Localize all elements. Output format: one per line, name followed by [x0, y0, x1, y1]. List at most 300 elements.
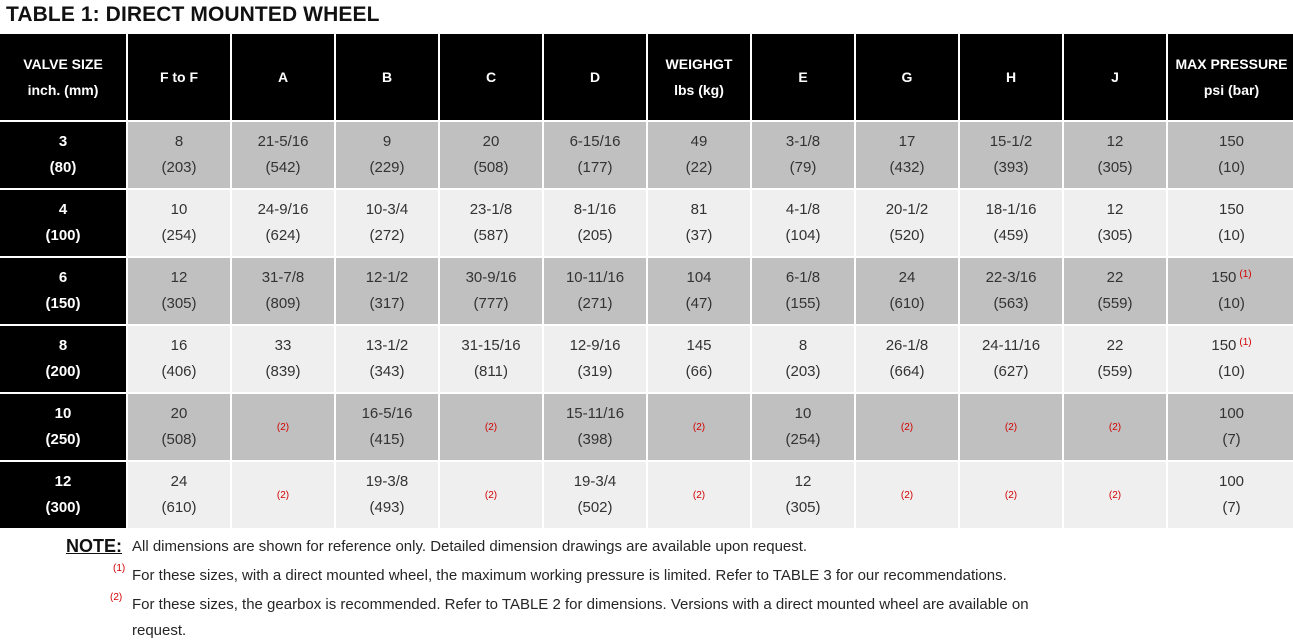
footnote-reference: (2)	[276, 422, 290, 433]
value-metric: (254)	[785, 431, 821, 448]
table-cell	[336, 190, 438, 256]
value-metric: (203)	[161, 159, 197, 176]
value-inch-text: 18-1/16	[985, 201, 1037, 218]
valve-size-inch: 10	[54, 405, 72, 422]
value-inch-text: 30-9/16	[465, 269, 517, 286]
table-cell	[440, 326, 542, 392]
value-metric: (317)	[369, 295, 405, 312]
value-inch-text: 17	[898, 133, 916, 150]
value-metric: (559)	[1097, 363, 1133, 380]
column-header	[232, 34, 334, 120]
value-inch-text: 15-1/2	[989, 133, 1033, 150]
table-cell	[648, 122, 750, 188]
column-header	[128, 34, 230, 120]
value-metric: (563)	[993, 295, 1029, 312]
value-inch-text: 12	[1106, 133, 1124, 150]
value-inch-text: 10	[170, 201, 188, 218]
valve-size-inch: 12	[54, 473, 72, 490]
table-cell	[128, 190, 230, 256]
column-header-label: WEIGHGT	[665, 56, 733, 72]
value-inch	[648, 265, 750, 291]
valve-size-cell	[0, 394, 126, 460]
value-inch	[960, 333, 1062, 359]
table-cell	[1064, 122, 1166, 188]
value-inch	[128, 129, 230, 155]
column-header-label: H	[1005, 69, 1017, 85]
value-inch-text: 150	[1218, 133, 1245, 150]
value-metric: (155)	[785, 295, 821, 312]
valve-size-mm: (300)	[45, 499, 81, 516]
table-cell	[1064, 326, 1166, 392]
value-inch	[960, 129, 1062, 155]
value-inch	[856, 333, 958, 359]
footnote-reference: (2)	[1108, 422, 1122, 433]
table-cell	[752, 258, 854, 324]
column-header-label: A	[277, 69, 289, 85]
footnote-reference: (2)	[484, 490, 498, 501]
value-inch	[1168, 469, 1293, 495]
table-row	[0, 326, 1293, 392]
value-metric: (10)	[1218, 363, 1245, 380]
value-inch-text: 49	[690, 133, 708, 150]
value-metric: (493)	[369, 499, 405, 516]
table-cell	[648, 190, 750, 256]
value-metric: (508)	[473, 159, 509, 176]
value-metric: (502)	[577, 499, 613, 516]
table-cell	[232, 326, 334, 392]
valve-size-mm: (100)	[45, 227, 81, 244]
value-metric: (508)	[161, 431, 197, 448]
value-inch	[1064, 197, 1166, 223]
value-inch	[232, 265, 334, 291]
valve-size-mm: (250)	[45, 431, 81, 448]
footnote-reference: (2)	[900, 422, 914, 433]
value-metric: (305)	[1097, 227, 1133, 244]
note-label: NOTE:	[66, 536, 122, 556]
footnote-2-text-continued: request.	[132, 622, 187, 639]
table-cell	[960, 326, 1062, 392]
value-inch-text: 145	[686, 337, 712, 354]
value-inch-text: 19-3/4	[573, 473, 617, 490]
valve-size-cell	[0, 122, 126, 188]
value-metric: (203)	[785, 363, 821, 380]
value-metric: (66)	[685, 363, 713, 380]
value-metric: (811)	[474, 363, 508, 380]
column-header	[648, 34, 750, 120]
value-metric: (7)	[1222, 431, 1241, 448]
value-inch	[336, 469, 438, 495]
value-metric: (305)	[785, 499, 821, 516]
value-inch	[440, 265, 542, 291]
value-inch-text: 8	[174, 133, 184, 150]
valve-size-cell	[0, 190, 126, 256]
value-inch	[544, 333, 646, 359]
value-inch-text: 26-1/8	[885, 337, 929, 354]
column-header-label: D	[589, 69, 601, 85]
value-inch-text: 22	[1106, 337, 1124, 354]
value-inch	[856, 197, 958, 223]
table-cell	[752, 122, 854, 188]
value-inch	[544, 197, 646, 223]
table-cell	[752, 462, 854, 528]
value-inch-text: 20	[482, 133, 500, 150]
value-inch-text: 21-5/16	[257, 133, 309, 150]
table-cell	[336, 258, 438, 324]
valve-size-inch: 8	[58, 337, 68, 354]
value-inch	[336, 265, 438, 291]
value-inch-text: 6-1/8	[785, 269, 821, 286]
column-header	[0, 34, 126, 120]
value-inch-text: 9	[382, 133, 392, 150]
value-inch	[336, 129, 438, 155]
table-cell	[1168, 122, 1293, 188]
column-header	[960, 34, 1062, 120]
value-inch-text: 12-9/16	[569, 337, 621, 354]
value-inch	[440, 333, 542, 359]
column-header-label: G	[901, 69, 913, 85]
value-inch	[752, 469, 854, 495]
valve-size-mm: (200)	[45, 363, 81, 380]
footnote-reference: (2)	[1108, 490, 1122, 501]
value-metric: (10)	[1218, 159, 1245, 176]
footnote-reference: (2)	[900, 490, 914, 501]
value-inch-text: 81	[690, 201, 708, 218]
value-inch-text: 100	[1218, 473, 1245, 490]
value-metric: (520)	[889, 227, 925, 244]
dimensions-table	[0, 32, 1293, 530]
column-header	[1168, 34, 1293, 120]
value-inch	[856, 129, 958, 155]
value-inch-text: 8	[798, 337, 808, 354]
table-cell	[648, 462, 750, 528]
footnote-reference: (2)	[1004, 490, 1018, 501]
value-inch	[232, 333, 334, 359]
value-inch	[544, 129, 646, 155]
table-cell	[128, 122, 230, 188]
column-header	[544, 34, 646, 120]
footnote-reference: (2)	[484, 422, 498, 433]
table-cell	[960, 394, 1062, 460]
value-inch-text: 19-3/8	[365, 473, 409, 490]
table-cell	[336, 462, 438, 528]
value-metric: (415)	[369, 431, 405, 448]
value-metric: (398)	[577, 431, 613, 448]
column-header	[336, 34, 438, 120]
value-metric: (627)	[993, 363, 1029, 380]
value-inch-text: 6-15/16	[569, 133, 621, 150]
value-inch	[1168, 401, 1293, 427]
table-cell	[960, 258, 1062, 324]
table-cell	[752, 394, 854, 460]
column-header	[440, 34, 542, 120]
table-cell	[1168, 394, 1293, 460]
value-inch	[960, 265, 1062, 291]
value-inch	[648, 333, 750, 359]
value-inch-text: 16	[170, 337, 188, 354]
column-header-label: B	[381, 69, 393, 85]
value-inch-text: 33	[274, 337, 292, 354]
value-inch-text: 150	[1211, 269, 1237, 286]
value-inch-text: 4-1/8	[785, 201, 821, 218]
footnote-reference: (2)	[1004, 422, 1018, 433]
value-inch	[336, 401, 438, 427]
value-inch-text: 150	[1218, 201, 1245, 218]
value-metric: (406)	[161, 363, 197, 380]
valve-size-cell	[0, 462, 126, 528]
value-inch-text: 12	[170, 269, 188, 286]
value-inch-text: 12	[794, 473, 812, 490]
value-metric: (319)	[577, 363, 613, 380]
value-metric: (79)	[789, 159, 817, 176]
value-metric: (587)	[473, 227, 509, 244]
value-inch	[1168, 265, 1293, 291]
column-header	[1064, 34, 1166, 120]
valve-size-inch: 6	[58, 269, 68, 286]
table-cell	[1168, 258, 1293, 324]
value-inch-text: 24-11/16	[981, 337, 1041, 354]
value-metric: (664)	[889, 363, 925, 380]
value-inch	[440, 129, 542, 155]
value-inch	[440, 197, 542, 223]
table-cell	[648, 258, 750, 324]
value-metric: (393)	[993, 159, 1029, 176]
table-cell	[856, 326, 958, 392]
value-inch	[1064, 129, 1166, 155]
value-metric: (7)	[1222, 499, 1241, 516]
column-header-unit: psi (bar)	[1203, 82, 1260, 98]
value-metric: (610)	[889, 295, 925, 312]
table-cell	[1168, 462, 1293, 528]
value-inch-text: 24	[170, 473, 188, 490]
table-cell	[856, 258, 958, 324]
value-inch	[752, 401, 854, 427]
table-cell	[440, 190, 542, 256]
table-cell	[1064, 394, 1166, 460]
value-inch-text: 16-5/16	[361, 405, 413, 422]
table-cell	[544, 462, 646, 528]
value-inch	[128, 401, 230, 427]
table-cell	[648, 326, 750, 392]
footnote-reference: (1)	[1239, 337, 1252, 348]
value-metric: (305)	[161, 295, 197, 312]
table-cell	[1168, 190, 1293, 256]
table-cell	[960, 190, 1062, 256]
table-cell	[128, 258, 230, 324]
column-header-label: E	[798, 69, 808, 85]
footnote-reference: (2)	[692, 490, 706, 501]
value-metric: (272)	[369, 227, 405, 244]
table-cell	[856, 122, 958, 188]
value-inch	[1168, 129, 1293, 155]
value-metric: (305)	[1097, 159, 1133, 176]
value-metric: (104)	[785, 227, 821, 244]
table-cell	[440, 394, 542, 460]
table-title: TABLE 1: DIRECT MOUNTED WHEEL	[6, 3, 380, 26]
value-metric: (343)	[369, 363, 405, 380]
footnote-reference: (2)	[276, 490, 290, 501]
value-metric: (22)	[685, 159, 713, 176]
value-inch-text: 23-1/8	[469, 201, 513, 218]
table-cell	[960, 462, 1062, 528]
value-metric: (559)	[1097, 295, 1133, 312]
value-metric: (47)	[685, 295, 713, 312]
value-inch	[752, 333, 854, 359]
value-inch-text: 31-7/8	[261, 269, 305, 286]
column-header-label: VALVE SIZE	[23, 56, 103, 72]
footnote-reference: (1)	[1239, 269, 1252, 280]
table-cell	[1168, 326, 1293, 392]
table-cell	[232, 122, 334, 188]
column-header-unit: lbs (kg)	[674, 82, 724, 98]
value-inch	[128, 197, 230, 223]
column-header	[856, 34, 958, 120]
table-cell	[856, 462, 958, 528]
valve-size-cell	[0, 326, 126, 392]
table-cell	[1064, 190, 1166, 256]
value-inch-text: 20	[170, 405, 188, 422]
table-cell	[1064, 258, 1166, 324]
table-cell	[960, 122, 1062, 188]
column-header-label: MAX PRESSURE	[1175, 56, 1288, 72]
column-header-unit: inch. (mm)	[27, 82, 99, 98]
table-cell	[336, 326, 438, 392]
table-cell	[128, 326, 230, 392]
table-cell	[752, 190, 854, 256]
table-cell	[440, 122, 542, 188]
value-inch-text: 22-3/16	[985, 269, 1037, 286]
table-cell	[232, 190, 334, 256]
table-row	[0, 462, 1293, 528]
table-cell	[440, 258, 542, 324]
value-inch	[648, 197, 750, 223]
value-inch-text: 8-1/16	[573, 201, 617, 218]
table-cell	[128, 394, 230, 460]
table-row	[0, 190, 1293, 256]
value-metric: (542)	[265, 159, 301, 176]
value-inch-text: 22	[1106, 269, 1124, 286]
value-inch	[128, 265, 230, 291]
table-cell	[336, 394, 438, 460]
table-cell	[232, 462, 334, 528]
note-general: All dimensions are shown for reference only. Detailed dimension drawings are available upon request.	[132, 538, 808, 555]
value-inch-text: 20-1/2	[885, 201, 929, 218]
value-inch-text: 100	[1218, 405, 1245, 422]
value-metric: (809)	[265, 295, 301, 312]
value-inch	[544, 265, 646, 291]
value-inch	[1064, 333, 1166, 359]
value-inch-text: 10-11/16	[565, 269, 625, 286]
valve-size-mm: (80)	[49, 159, 77, 176]
value-inch	[128, 469, 230, 495]
column-header	[752, 34, 854, 120]
column-header-label: F to F	[159, 69, 199, 85]
valve-size-inch: 4	[58, 201, 68, 218]
value-inch-text: 10-3/4	[365, 201, 409, 218]
value-inch-text: 12	[1106, 201, 1124, 218]
value-inch-text: 3-1/8	[785, 133, 821, 150]
valve-size-cell	[0, 258, 126, 324]
footnote-1-marker: (1)	[113, 563, 126, 574]
value-metric: (10)	[1218, 227, 1245, 244]
footnote-1-text: For these sizes, with a direct mounted wheel, the maximum working pressure is limited. Refer to TABLE 3 for our recommendations.	[132, 567, 1007, 584]
value-inch	[856, 265, 958, 291]
column-header-label: J	[1111, 69, 1119, 85]
valve-size-mm: (150)	[45, 295, 81, 312]
value-metric: (37)	[685, 227, 713, 244]
value-inch	[1064, 265, 1166, 291]
table-cell	[544, 122, 646, 188]
valve-size-inch: 3	[58, 133, 68, 150]
value-inch-text: 10	[794, 405, 812, 422]
value-inch	[752, 197, 854, 223]
value-inch-text: 150	[1211, 337, 1237, 354]
value-metric: (271)	[577, 295, 613, 312]
value-metric: (229)	[369, 159, 405, 176]
value-inch-text: 13-1/2	[365, 337, 409, 354]
table-cell	[544, 258, 646, 324]
value-inch	[752, 265, 854, 291]
column-header-label: C	[485, 69, 497, 85]
table-row	[0, 122, 1293, 188]
value-metric: (610)	[161, 499, 197, 516]
value-inch-text: 24	[898, 269, 916, 286]
value-inch	[336, 197, 438, 223]
value-metric: (177)	[577, 159, 613, 176]
value-inch	[544, 469, 646, 495]
value-inch-text: 24-9/16	[257, 201, 309, 218]
table-cell	[336, 122, 438, 188]
value-inch-text: 12-1/2	[365, 269, 409, 286]
value-metric: (205)	[577, 227, 613, 244]
value-inch	[1168, 333, 1293, 359]
value-inch-text: 104	[686, 269, 712, 286]
value-metric: (839)	[265, 363, 301, 380]
value-metric: (10)	[1218, 295, 1245, 312]
table-cell	[440, 462, 542, 528]
footnote-reference: (2)	[692, 422, 706, 433]
value-metric: (459)	[993, 227, 1029, 244]
value-inch	[128, 333, 230, 359]
value-inch	[544, 401, 646, 427]
table-cell	[856, 190, 958, 256]
value-inch	[960, 197, 1062, 223]
table-cell	[544, 326, 646, 392]
value-metric: (777)	[473, 295, 509, 312]
value-inch	[648, 129, 750, 155]
value-inch-text: 15-11/16	[565, 405, 625, 422]
table-cell	[752, 326, 854, 392]
footnote-2-text: For these sizes, the gearbox is recommended. Refer to TABLE 2 for dimensions. Versions with a direct mounted wheel are available on	[132, 596, 1029, 613]
value-metric: (624)	[265, 227, 301, 244]
table-cell	[232, 394, 334, 460]
header-row	[0, 34, 1293, 120]
value-inch	[1168, 197, 1293, 223]
value-inch	[336, 333, 438, 359]
value-inch	[232, 129, 334, 155]
table-cell	[1064, 462, 1166, 528]
table-cell	[128, 462, 230, 528]
table-cell	[648, 394, 750, 460]
value-inch	[752, 129, 854, 155]
table-cell	[232, 258, 334, 324]
table-row	[0, 394, 1293, 460]
footnote-2-marker: (2)	[110, 592, 123, 603]
table-row	[0, 258, 1293, 324]
value-inch-text: 31-15/16	[461, 337, 521, 354]
value-metric: (432)	[889, 159, 925, 176]
table-cell	[544, 190, 646, 256]
table-cell	[856, 394, 958, 460]
